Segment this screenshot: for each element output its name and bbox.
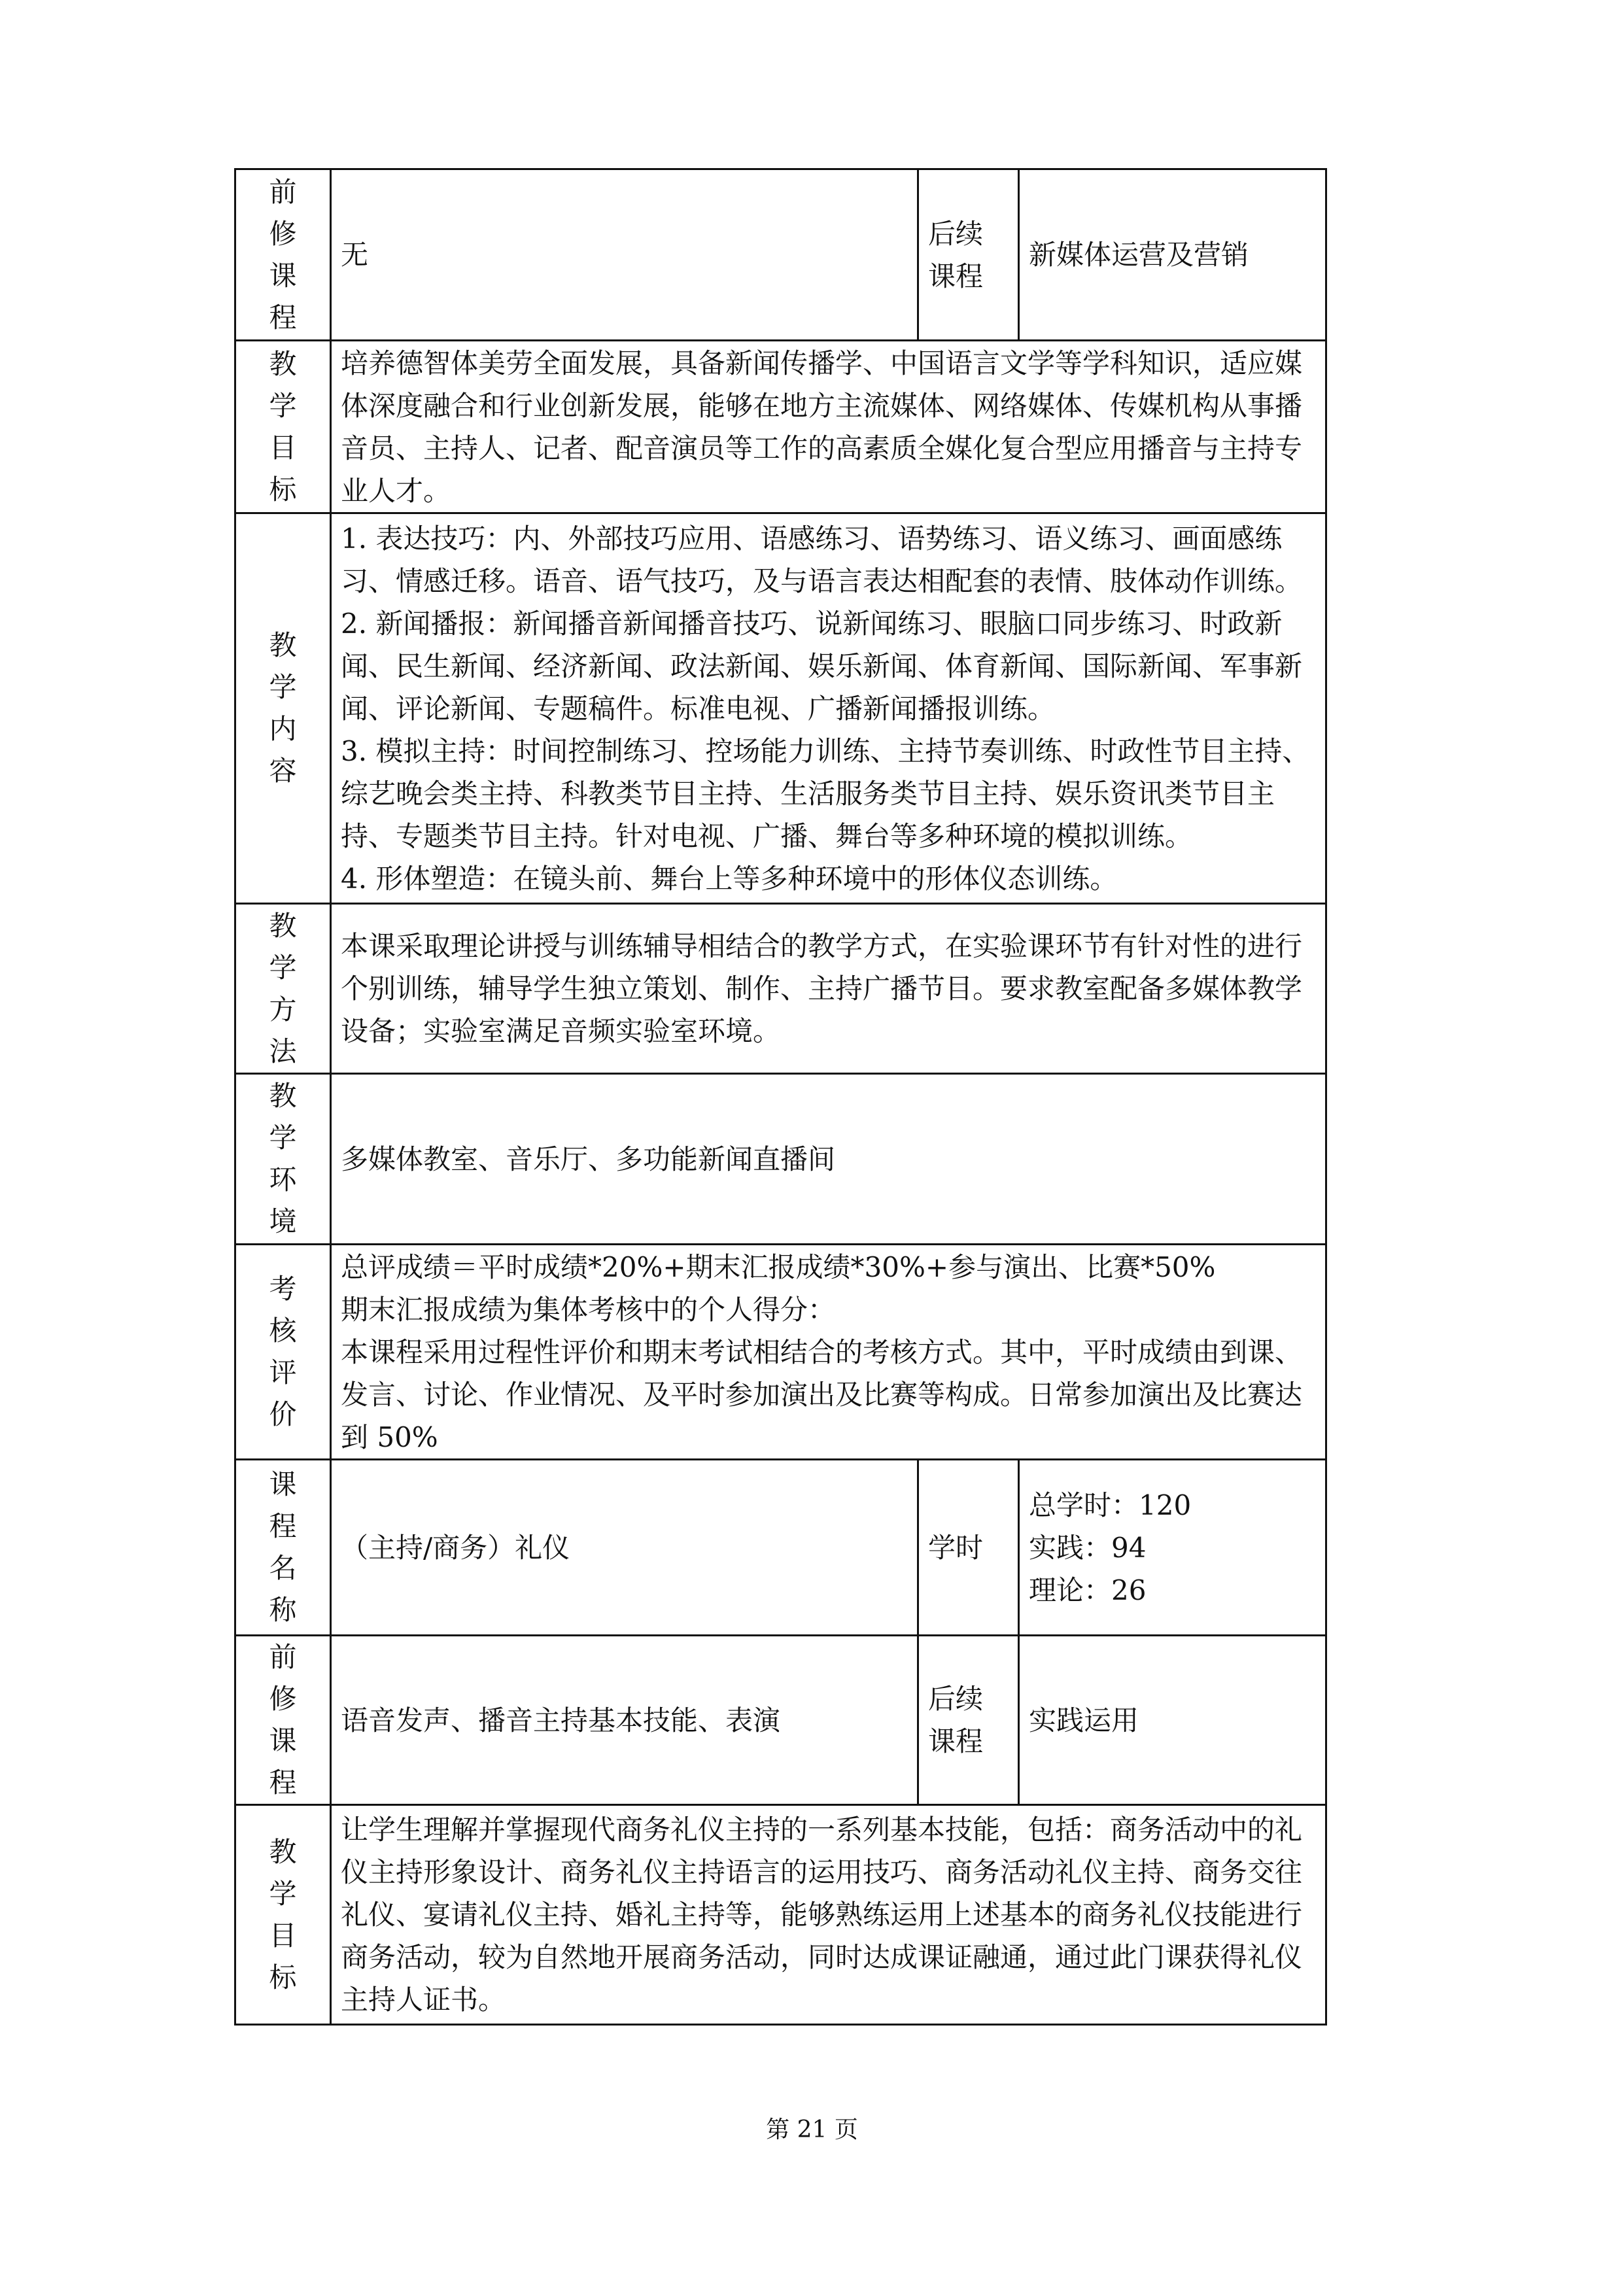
row-env-1	[235, 1074, 1326, 1245]
row-content-1	[235, 513, 1326, 904]
content-label: 教学内容	[269, 629, 297, 787]
assess-line: 本课程采用过程性评价和期末考试相结合的考核方式。其中，平时成绩由到课、发言、讨论、作业情况、及平时参加演出及比赛等构成。日常参加演出及比赛达到 50%	[341, 1336, 1303, 1453]
goal-label: 教学目标	[269, 1835, 297, 1993]
assess-text	[331, 1245, 1326, 1460]
goal-label: 教学目标	[269, 347, 297, 506]
method-text: 本课采取理论讲授与训练辅导相结合的教学方式，在实验课环节有针对性的进行个别训练，辅导学生独立策划、制作、主持广播节目。要求教室配备多媒体教学设备；实验室满足音频实验室环境。	[331, 904, 1326, 1074]
prereq-label: 前修课程	[269, 1641, 297, 1799]
name-label: 课程名称	[269, 1468, 297, 1626]
content-item: 2. 新闻播报：新闻播音新闻播音技巧、说新闻练习、眼脑口同步练习、时政新闻、民生新闻、经济新闻、政法新闻、娱乐新闻、体育新闻、国际新闻、军事新闻、评论新闻、专题稿件。标准电视、广播新闻播报训练。	[341, 607, 1303, 725]
followup-value: 实践运用	[1019, 1636, 1326, 1805]
row-method-1	[235, 904, 1326, 1074]
method-label: 教学方法	[269, 909, 297, 1067]
prereq-value: 语音发声、播音主持基本技能、表演	[331, 1636, 918, 1805]
course-table	[234, 168, 1327, 2026]
row-goal-1	[235, 341, 1326, 513]
row-assess-1	[235, 1245, 1326, 1460]
content-item: 3. 模拟主持：时间控制练习、控场能力训练、主持节奏训练、时政性节目主持、综艺晚会类主持、科教类节目主持、生活服务类节目主持、娱乐资讯类节目主持、专题类节目主持。针对电视、广播、舞台等多种环境的模拟训练。	[341, 734, 1310, 852]
env-label: 教学环境	[269, 1080, 297, 1237]
content-item: 1. 表达技巧：内、外部技巧应用、语感练习、语势练习、语义练习、画面感练习、情感迁移。语音、语气技巧，及与语言表达相配套的表情、肢体动作训练。	[341, 522, 1303, 597]
followup-label: 后续课程	[918, 169, 1019, 341]
followup-label: 后续课程	[918, 1636, 1019, 1805]
goal-text: 让学生理解并掌握现代商务礼仪主持的一系列基本技能，包括：商务活动中的礼仪主持形象设计、商务礼仪主持语言的运用技巧、商务活动礼仪主持、商务交往礼仪、宴请礼仪主持、婚礼主持等，能够熟练运用上述基本的商务礼仪技能进行商务活动，较为自然地开展商务活动，同时达成课证融通，通过此门课获得礼仪主持人证书。	[331, 1805, 1326, 2025]
row-goal-2	[235, 1805, 1326, 2025]
env-text: 多媒体教室、音乐厅、多功能新闻直播间	[331, 1074, 1326, 1245]
row-prereq-2	[235, 1636, 1326, 1805]
assess-line: 期末汇报成绩为集体考核中的个人得分：	[341, 1293, 836, 1326]
page-number: 第 21 页	[766, 2116, 858, 2143]
prereq-label: 前修课程	[269, 175, 297, 334]
hours-total: 总学时：120	[1029, 1489, 1192, 1521]
assess-label: 考核评价	[269, 1273, 297, 1430]
course-name: （主持/商务）礼仪	[331, 1460, 918, 1636]
content-item: 4. 形体塑造：在镜头前、舞台上等多种环境中的形体仪态训练。	[341, 862, 1118, 895]
hours-theory: 理论：26	[1029, 1574, 1147, 1606]
row-prereq-1	[235, 169, 1326, 341]
hours-label: 学时	[918, 1460, 1019, 1636]
hours-practice: 实践：94	[1029, 1531, 1147, 1564]
assess-line: 总评成绩＝平时成绩*20%+期末汇报成绩*30%+参与演出、比赛*50%	[341, 1250, 1216, 1283]
prereq-value: 无	[331, 169, 918, 341]
hours-value	[1019, 1460, 1326, 1636]
goal-text: 培养德智体美劳全面发展，具备新闻传播学、中国语言文学等学科知识，适应媒体深度融合和行业创新发展，能够在地方主流媒体、网络媒体、传媒机构从事播音员、主持人、记者、配音演员等工作的高素质全媒化复合型应用播音与主持专业人才。	[331, 341, 1326, 513]
content-list	[331, 513, 1326, 904]
followup-value: 新媒体运营及营销	[1019, 169, 1326, 341]
row-name-2	[235, 1460, 1326, 1636]
